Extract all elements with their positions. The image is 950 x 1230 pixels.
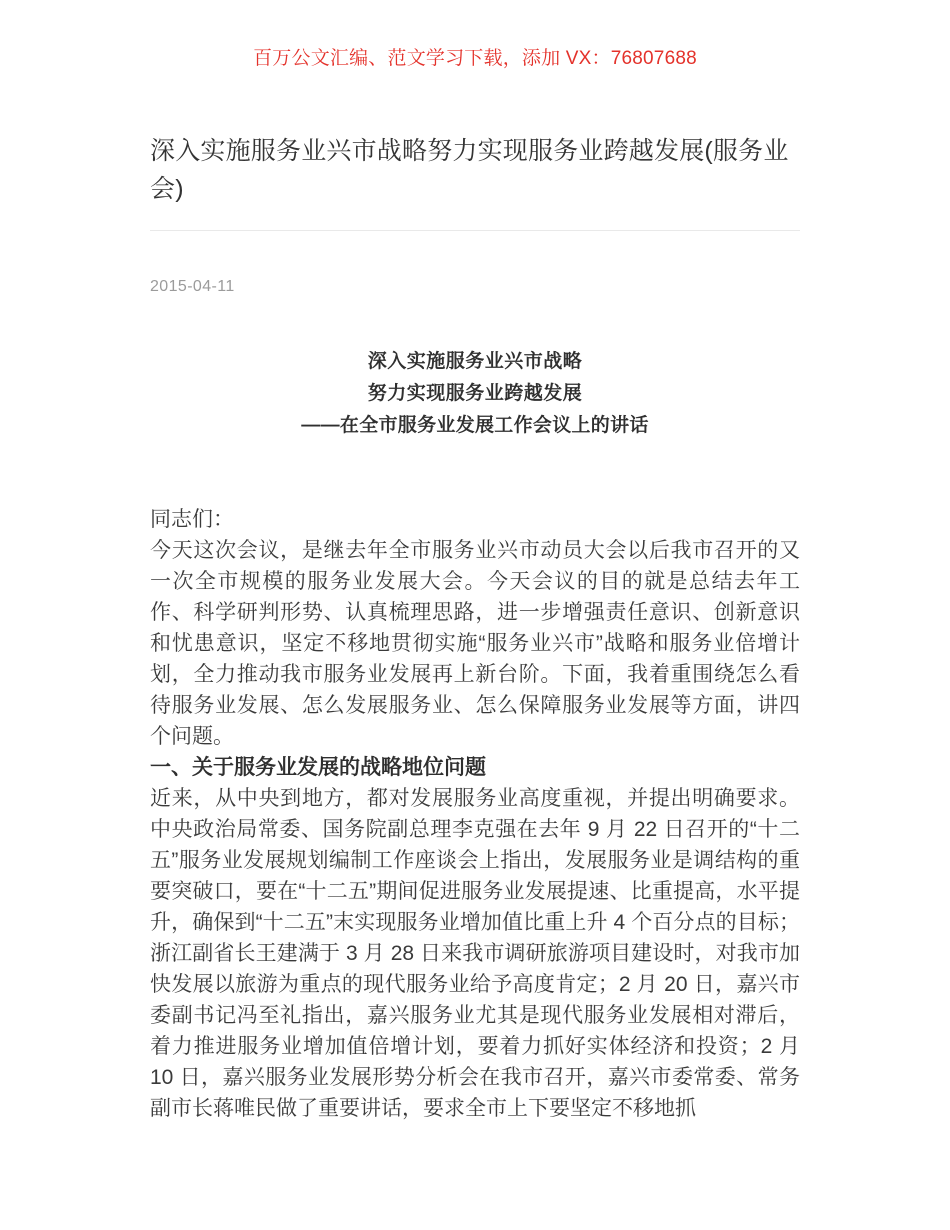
body-paragraph-2: 近来，从中央到地方，都对发展服务业高度重视，并提出明确要求。中央政治局常委、国务院副总理李克强在去年 9 月 22 日召开的“十二五”服务业发展规划编制工作座谈会上指出，发展服务业是调结构的重要突破口，要在“十二五”期间促进服务业发展提速、比重提高，水平提升，确保到“十二五”末实现服务业增加值比重上升 4 个百分点的目标；浙江副省长王建满于 3 月 28 日来我市调研旅游项目建设时，对我市加快发展以旅游为重点的现代服务业给予高度肯定；2 月 20 日，嘉兴市委副书记冯至礼指出，嘉兴服务业尤其是现代服务业发展相对滞后，着力推进服务业增加值倍增计划，要着力抓好实体经济和投资；2 月 10 日，嘉兴服务业发展形势分析会在我市召开，嘉兴市委常委、常务副市长蒋唯民做了重要讲话，要求全市上下要坚定不移地抓 — [150, 787, 800, 1120]
salutation: 同志们： — [150, 508, 234, 531]
article-body — [150, 504, 800, 1124]
promo-banner: 百万公文汇编、范文学习下载，添加 VX：76807688 — [253, 48, 697, 69]
speech-heading-line-1: 深入实施服务业兴市战略 — [367, 351, 583, 372]
page-title: 深入实施服务业兴市战略努力实现服务业跨越发展(服务业会) — [150, 137, 789, 203]
speech-heading-group — [150, 346, 800, 442]
speech-heading-line-3: ——在全市服务业发展工作会议上的讲话 — [301, 415, 649, 436]
body-paragraph-1: 今天这次会议，是继去年全市服务业兴市动员大会以后我市召开的又一次全市规模的服务业发展大会。今天会议的目的就是总结去年工作、科学研判形势、认真梳理思路，进一步增强责任意识、创新意识和忧患意识，坚定不移地贯彻实施“服务业兴市”战略和服务业倍增计划，全力推动我市服务业发展再上新台阶。下面，我着重围绕怎么看待服务业发展、怎么发展服务业、怎么保障服务业发展等方面，讲四个问题。 — [150, 539, 800, 748]
publish-date: 2015-04-11 — [150, 278, 235, 295]
speech-heading-line-2: 努力实现服务业跨越发展 — [367, 383, 583, 404]
section-heading-1: 一、关于服务业发展的战略地位问题 — [150, 756, 486, 779]
article-container — [150, 132, 800, 1124]
title-divider — [150, 230, 800, 231]
